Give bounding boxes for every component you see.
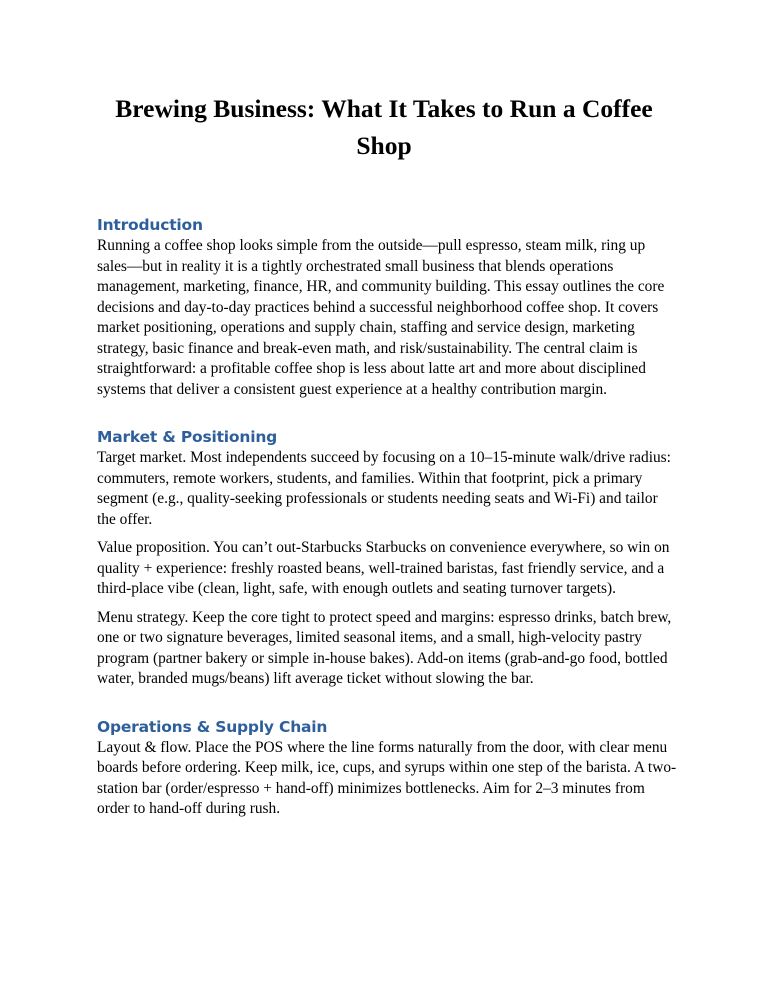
paragraph: Running a coffee shop looks simple from the outside—pull espresso, steam milk, ring up sales—but in reality it is a tightly orchestrated small business that blends operations management, marketing, finance, HR, and community building. This essay outlines the core decisions and day-to-day practices behind a successful neighborhood coffee shop. It covers market positioning, operations and supply chain, staffing and service design, marketing strategy, basic finance and break-even math, and risk/sustainability. The central claim is straightforward: a profitable coffee shop is less about latte art and more about disciplined systems that deliver a consistent guest experience at a healthy contribution margin. [97,237,665,398]
paragraph: Menu strategy. Keep the core tight to protect speed and margins: espresso drinks, batch brew, one or two signature beverages, limited seasonal items, and a small, high-velocity pastry program (partner bakery or simple in-house bakes). Add-on items (grab-and-go food, bottled water, branded mugs/beans) lift average ticket without slowing the bar. [97,608,672,687]
section-introduction [97,214,677,400]
paragraph: Value proposition. You can’t out-Starbucks Starbucks on convenience everywhere, so win on quality + experience: freshly roasted beans, well-trained baristas, fast friendly service, and a third-place vibe (clean, light, safe, with enough outlets and seating turnover targets). [97,539,670,597]
section-market-positioning [97,426,677,690]
document-body [97,214,677,820]
paragraph: Layout & flow. Place the POS where the line forms naturally from the door, with clear menu boards before ordering. Keep milk, ice, cups, and syrups within one step of the barista. A two-station bar (order/espresso + hand-off) minimizes bottlenecks. Aim for 2–3 minutes from order to hand-off during rush. [97,738,677,817]
section-operations-supply-chain [97,716,677,820]
section-heading: Market & Positioning [97,428,278,446]
page-title: Brewing Business: What It Takes to Run a Coffee Shop [115,94,653,160]
paragraph: Target market. Most independents succeed by focusing on a 10–15-minute walk/drive radius: commuters, remote workers, students, and families. Within that footprint, pick a primary segment (e.g., quality-seeking professionals or students needing seats and Wi-Fi) and tailor the offer. [97,449,671,528]
section-heading: Operations & Supply Chain [97,717,328,736]
section-heading: Introduction [97,216,203,234]
